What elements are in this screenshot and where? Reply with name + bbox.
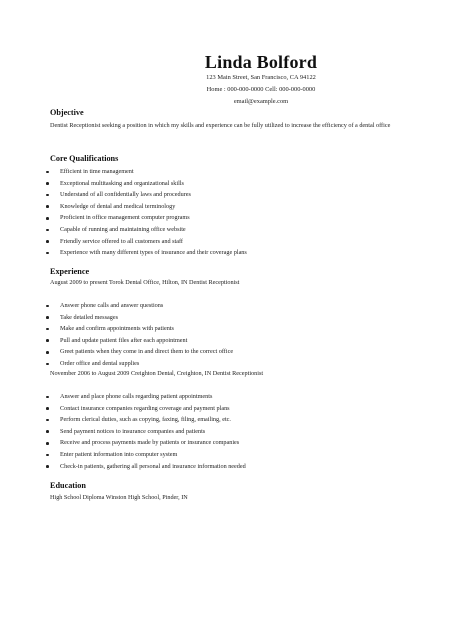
list-item: Answer and place phone calls regarding patient appointments [50, 391, 246, 403]
education-text: High School Diploma Winston High School, Pinder, IN [50, 494, 188, 501]
list-item: Receive and process payments made by patients or insurance companies [50, 437, 246, 449]
candidate-name: Linda Bolford [204, 52, 318, 72]
list-item: Knowledge of dental and medical terminology [50, 201, 247, 213]
list-item: Perform clerical duties, such as copying, faxing, filing, emailing, etc. [50, 414, 246, 426]
list-item: Check-in patients, gathering all personal and insurance information needed [50, 461, 246, 473]
job-duties-list [50, 391, 246, 472]
qualifications-list [50, 166, 247, 259]
list-item: Efficient in time management [50, 166, 247, 178]
list-item: Make and confirm appointments with patients [50, 323, 233, 335]
list-item: Capable of running and maintaining office website [50, 224, 247, 236]
list-item: Pull and update patient files after each appointment [50, 335, 233, 347]
list-item: Greet patients when they come in and direct them to the correct office [50, 346, 233, 358]
list-item: Exceptional multitasking and organizational skills [50, 178, 247, 190]
education-heading: Education [50, 481, 86, 490]
objective-heading: Objective [50, 108, 84, 117]
list-item: Proficient in office management computer programs [50, 212, 247, 224]
job-duties-list [50, 300, 233, 370]
qualifications-heading: Core Qualifications [50, 154, 119, 163]
experience-heading: Experience [50, 267, 90, 276]
job-heading: November 2006 to August 2009 Creighton Dental, Creighton, IN Dentist Receptionist [50, 370, 264, 377]
objective-text: Dentist Receptionist seeking a position in which my skills and experience can be fully utilized to increase the efficiency of a dental office [50, 122, 391, 129]
list-item: Friendly service offered to all customers and staff [50, 236, 247, 248]
job-heading: August 2009 to present Torok Dental Office, Hilton, IN Dentist Receptionist [50, 279, 240, 286]
list-item: Experience with many different types of insurance and their coverage plans [50, 247, 247, 259]
list-item: Understand of all confidentially laws and procedures [50, 189, 247, 201]
list-item: Order office and dental supplies [50, 358, 233, 370]
list-item: Contact insurance companies regarding coverage and payment plans [50, 403, 246, 415]
list-item: Answer phone calls and answer questions [50, 300, 233, 312]
list-item: Enter patient information into computer system [50, 449, 246, 461]
address-line: 123 Main Street, San Francisco, CA 94122 [206, 74, 316, 81]
list-item: Take detailed messages [50, 312, 233, 324]
list-item: Send payment notices to insurance companies and patients [50, 426, 246, 438]
phone-line: Home : 000-000-0000 Cell: 000-000-0000 [206, 86, 316, 93]
email-line: email@example.com [233, 98, 289, 105]
